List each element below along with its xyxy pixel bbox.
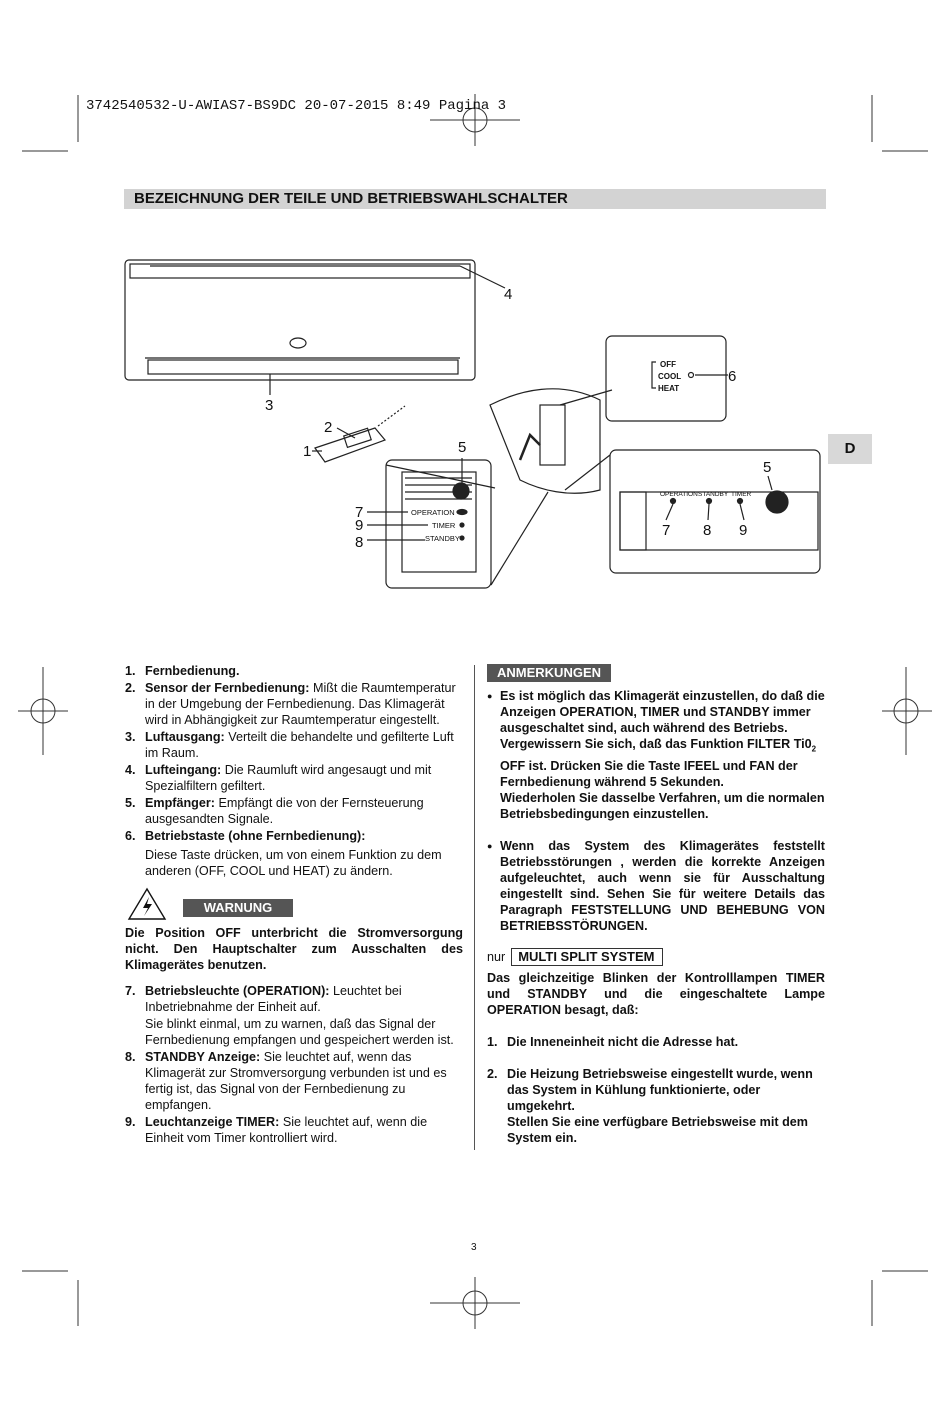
callout-9b: 9: [739, 522, 748, 539]
panel-timer-label: TIMER: [432, 521, 456, 530]
callout-3: 3: [265, 397, 274, 414]
list-item-7: 7. Betriebsleuchte (OPERATION): Leuchtet bei Inbetriebnahme der Einheit auf.: [125, 984, 402, 1014]
note-bullet-1: ● Es ist möglich das Klimagerät einzustellen, do daß die Anzeigen OPERATION, TIMER und STANDBY immer ausgeschaltet sind, auch während des Betriebs. Vergewissern Sie sich, daß das Funktion FILTER $Ti0_2$ OFF ist. Drücken Sie die Taste IFEEL und FAN der Fernbedienung während 5 Sekunden. Wiederholen Sie dasselbe Verfahren, um die normalen Betriebsbedingungen einzustellen.: [487, 688, 825, 822]
left-column: [125, 663, 463, 1147]
switch-off-label: OFF: [660, 360, 676, 369]
multi-item-1: 1. Die Inneneinheit nicht die Adresse hat.: [487, 1034, 739, 1049]
multi-item-2: 2. Die Heizung Betriebsweise eingestellt wurde, wenn das System in Kühlung funktionierte, oder umgekehrt. Stellen Sie eine verfügbare Betriebsweise mit dem System ein.: [487, 1066, 813, 1145]
panel-standby-label: STANDBY: [425, 534, 460, 543]
switch-heat-label: HEAT: [658, 384, 680, 393]
page-number: 3: [471, 1242, 477, 1253]
warning-label: WARNUNG: [183, 899, 293, 917]
list-item-4: 4. Lufteingang: Die Raumluft wird angesaugt und mit Spezialfiltern gefiltert.: [125, 763, 432, 793]
callout-1: 1: [303, 443, 312, 460]
column-divider: [474, 665, 475, 1150]
print-header: 3742540532-U-AWIAS7-BS9DC 20-07-2015 8:49 Pagina 3: [86, 98, 507, 114]
callout-5b: 5: [763, 459, 772, 476]
list-item-3: 3. Luftausgang: Verteilt die behandelte und gefilterte Luft im Raum.: [125, 730, 454, 760]
switch-cool-label: COOL: [658, 372, 682, 381]
unit-diagram: [0, 240, 950, 600]
callout-9: 9: [355, 517, 364, 534]
list-item-6: 6. Betriebstaste (ohne Fernbedienung):: [125, 829, 366, 843]
panel2-timer-label: TIMER: [731, 491, 752, 498]
note-bullet-2: ● Wenn das System des Klimagerätes feststellt Betriebsstörungen , werden die korrekte Anzeigen aufgeleuchtet, auch wenn sie für Ausschaltung eingestellt sind. Sehen Sie für weitere Details das Paragraph FESTSTELLUNG UND BEHEBUNG VON BETRIEBSSTÖRUNGEN.: [487, 838, 825, 934]
display-panel-right: [610, 450, 820, 573]
section-title: BEZEICHNUNG DER TEILE UND BETRIEBSWAHLSCHALTER: [124, 189, 826, 209]
language-tab: D: [828, 434, 872, 464]
right-column: [487, 664, 825, 1147]
multi-split-label: MULTI SPLIT SYSTEM: [511, 948, 663, 966]
list-item-1: 1. Fernbedienung.: [125, 664, 240, 678]
electric-warning-icon: [127, 887, 167, 921]
callout-6: 6: [728, 368, 737, 385]
callout-2: 2: [324, 419, 333, 436]
item-6-description: Diese Taste drücken, um von einem Funktion zu dem anderen (OFF, COOL und HEAT) zu ändern.: [145, 848, 442, 878]
list-item-7-extra: Sie blinkt einmal, um zu warnen, daß das Signal der Fernbedienung empfangen und gespeichert werden ist.: [145, 1017, 454, 1047]
callout-8b: 8: [703, 522, 712, 539]
callout-7b: 7: [662, 522, 671, 539]
callout-8: 8: [355, 534, 364, 551]
warning-text: Die Position OFF unterbricht die Stromversorgung nicht. Den Hauptschalter zum Ausschalten des Klimagerätes benutzen.: [125, 926, 463, 972]
list-item-5: 5. Empfänger: Empfängt die von der Fernsteuerung ausgesandten Signale.: [125, 796, 424, 826]
multi-split-header: [487, 948, 825, 966]
callout-5: 5: [458, 439, 467, 456]
callout-7: 7: [355, 504, 364, 521]
notes-label: ANMERKUNGEN: [487, 664, 611, 682]
list-item-2: 2. Sensor der Fernbedienung: Mißt die Raumtemperatur in der Umgebung der Fernbedienung. Das Klimagerät wird in Abhängigkeit zur Raumtemperatur eingestellt.: [125, 681, 456, 727]
multi-split-text: Das gleichzeitige Blinken der Kontrolllampen TIMER und STANDBY und die eingeschaltete Lampe OPERATION besagt, daß:: [487, 970, 825, 1017]
indicator-list: [125, 983, 463, 1146]
nur-label: nur: [487, 949, 506, 964]
list-item-9: 9. Leuchtanzeige TIMER: Sie leuchtet auf, wenn die Einheit vom Timer kontrolliert wird.: [125, 1115, 428, 1145]
panel2-standby-label: STANDBY: [698, 491, 729, 498]
callout-4: 4: [504, 286, 513, 303]
panel-operation-label: OPERATION: [411, 508, 455, 517]
list-item-8: 8. STANDBY Anzeige: Sie leuchtet auf, wenn das Klimagerät zur Stromversorgung verbunden ist und es fertig ist, das Signal von der Fernbedienung zu empfangen.: [125, 1050, 447, 1112]
warning-row: [125, 887, 463, 921]
panel2-operation-label: OPERATION: [660, 491, 698, 498]
